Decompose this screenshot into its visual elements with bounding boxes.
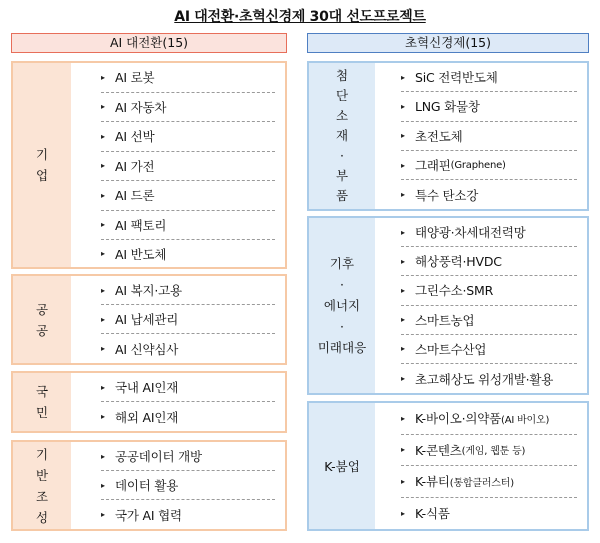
list-item: ▸ K-콘텐츠 (게임, 웹툰 등) (401, 435, 577, 467)
list-item: ▸ 초고해상도 위성개발·활용 (401, 371, 554, 387)
category-label: 공 공 (13, 276, 71, 363)
bullet-icon: ▸ (401, 285, 405, 295)
list-item: ▸ AI 선박 (101, 122, 275, 152)
bullet-icon: ▸ (401, 72, 405, 82)
bullet-icon: ▸ (101, 480, 105, 490)
category-label: K-붐업 (309, 403, 375, 529)
list-item: ▸ K-뷰티 (통합클러스터) (401, 466, 577, 498)
category-label: 기 업 (13, 63, 71, 267)
bullet-icon: ▸ (401, 131, 405, 141)
list-item: ▸ 특수 탄소강 (401, 187, 479, 203)
list-item: ▸ SiC 전력반도체 (401, 63, 577, 92)
bullet-icon: ▸ (401, 160, 405, 170)
bullet-icon: ▸ (401, 476, 405, 486)
list-item: ▸ 스마트수산업 (401, 335, 577, 364)
list-item: ▸ AI 신약심사 (101, 341, 179, 357)
bullet-icon: ▸ (101, 510, 105, 519)
list-item: ▸ 국가 AI 협력 (101, 507, 182, 523)
page-title: AI 대전환·초혁신경제 30대 선도프로젝트 (174, 9, 426, 25)
category-label: 기후 · 에너지 · 미래대응 (309, 218, 375, 393)
bullet-icon: ▸ (101, 451, 105, 461)
list-item: ▸ 국내 AI인재 (101, 373, 275, 402)
group-public (11, 274, 287, 365)
group-foundation (11, 440, 287, 531)
list-item: ▸ K-식품 (401, 506, 450, 521)
list-item: ▸ 해외 AI인재 (101, 409, 179, 425)
group-advanced-materials (307, 61, 589, 211)
list-item: ▸ LNG 화물창 (401, 92, 577, 121)
list-item: ▸ 해상풍력·HVDC (401, 247, 577, 276)
bullet-icon: ▸ (101, 72, 105, 82)
bullet-icon: ▸ (401, 344, 405, 354)
list-item: ▸ AI 가전 (101, 152, 275, 182)
list-item: ▸ AI 복지·고용 (101, 276, 275, 305)
bullet-icon: ▸ (101, 190, 105, 200)
list-item: ▸ 초전도체 (401, 122, 577, 151)
group-enterprise (11, 61, 287, 269)
list-item: ▸ AI 반도체 (101, 246, 167, 262)
category-label: 국 민 (13, 373, 71, 431)
bullet-icon: ▸ (401, 101, 405, 111)
list-item: ▸ 스마트농업 (401, 306, 577, 335)
bullet-icon: ▸ (401, 413, 405, 423)
bullet-icon: ▸ (401, 374, 405, 383)
bullet-icon: ▸ (401, 190, 405, 200)
list-item: ▸ 그래핀 (Graphene) (401, 151, 577, 180)
ai-transformation-header: AI 대전환(15) (11, 33, 287, 53)
list-item: ▸ 공공데이터 개방 (101, 442, 275, 471)
bullet-icon: ▸ (101, 161, 105, 171)
list-item: ▸ K-바이오·의약품 (AI 바이오) (401, 403, 577, 435)
bullet-icon: ▸ (101, 344, 105, 353)
super-innovation-header: 초혁신경제(15) (307, 33, 589, 53)
category-label: 첨 단 소 재 · 부 품 (309, 63, 375, 209)
list-item: ▸ 데이터 활용 (101, 471, 275, 500)
bullet-icon: ▸ (401, 315, 405, 325)
bullet-icon: ▸ (401, 256, 405, 266)
bullet-icon: ▸ (101, 102, 105, 112)
list-item: ▸ AI 자동차 (101, 93, 275, 123)
bullet-icon: ▸ (401, 445, 405, 455)
bullet-icon: ▸ (101, 412, 105, 421)
bullet-icon: ▸ (101, 314, 105, 324)
category-label: 기 반 조 성 (13, 442, 71, 529)
list-item: ▸ AI 납세관리 (101, 305, 275, 334)
list-item: ▸ AI 로봇 (101, 63, 275, 93)
group-citizen (11, 371, 287, 433)
list-item: ▸ 그린수소·SMR (401, 276, 577, 305)
bullet-icon: ▸ (101, 220, 105, 230)
group-k-boom-up (307, 401, 589, 531)
bullet-icon: ▸ (101, 249, 105, 258)
list-item: ▸ 태양광·차세대전력망 (401, 218, 577, 247)
bullet-icon: ▸ (101, 131, 105, 141)
bullet-icon: ▸ (401, 227, 405, 237)
group-climate-energy (307, 216, 589, 395)
bullet-icon: ▸ (401, 508, 405, 518)
bullet-icon: ▸ (101, 382, 105, 392)
list-item: ▸ AI 드론 (101, 181, 275, 211)
list-item: ▸ AI 팩토리 (101, 211, 275, 241)
bullet-icon: ▸ (101, 285, 105, 295)
